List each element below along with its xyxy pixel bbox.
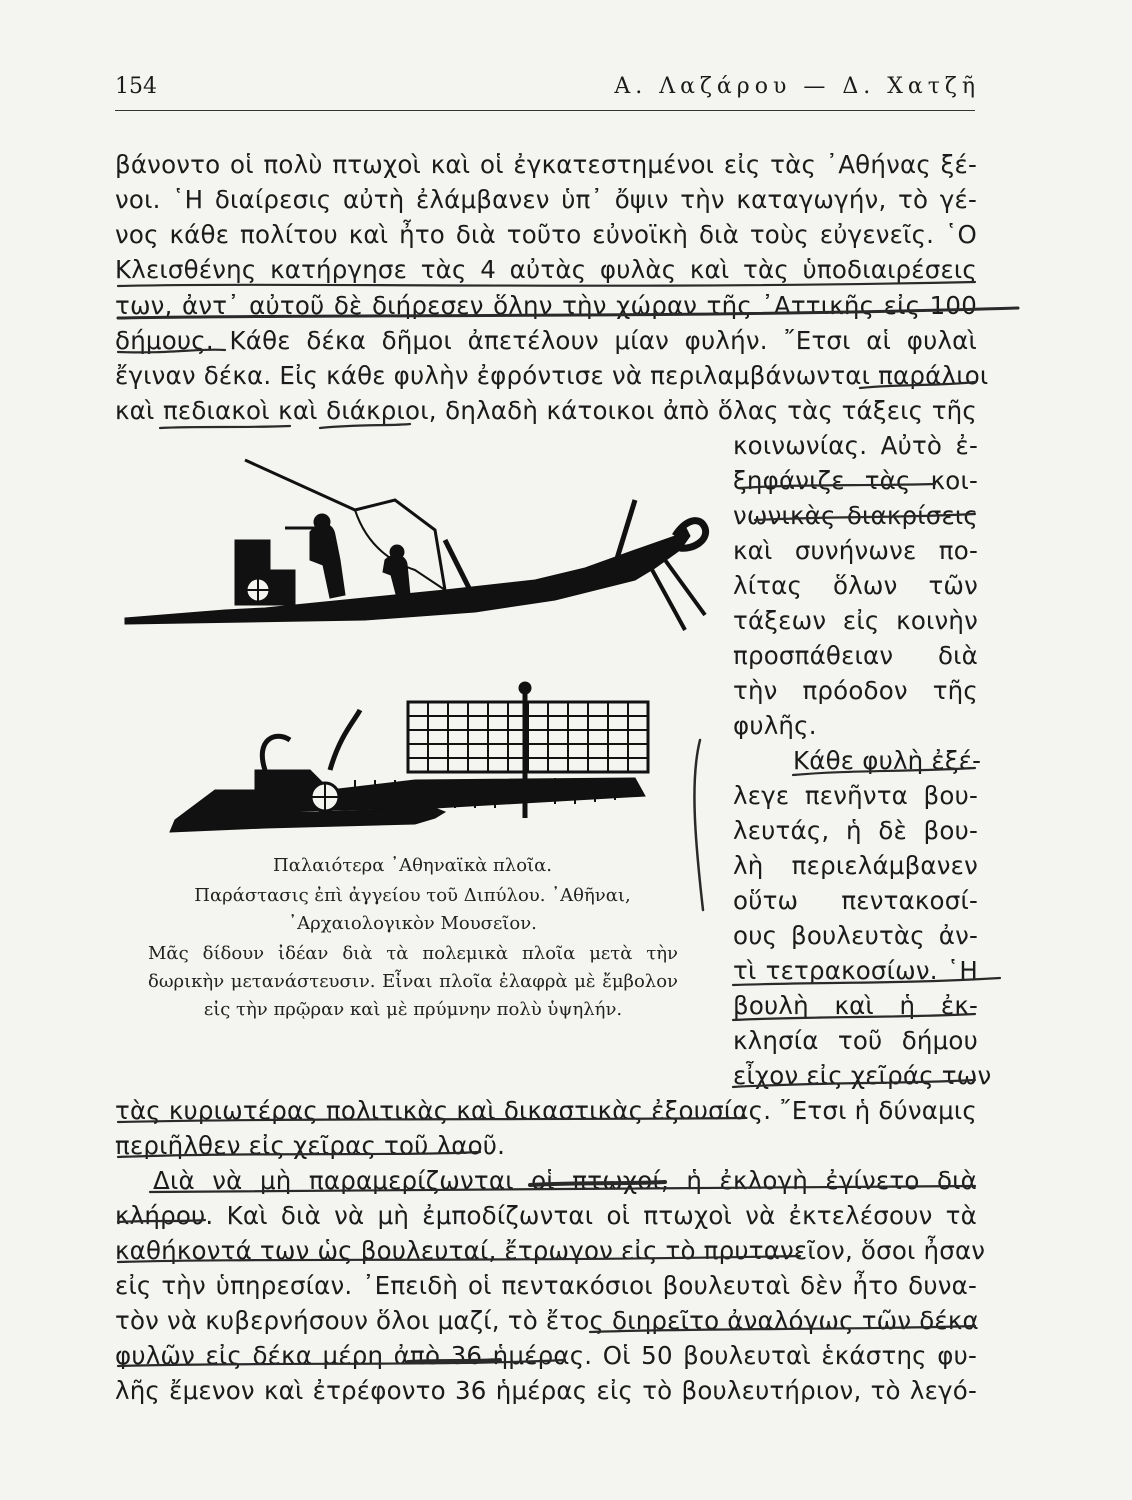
text-line: τὶ τετρακοσίων. ῾Η	[733, 956, 978, 985]
figure-caption-location: ᾿Αρχαιολογικὸν Μουσεῖον.	[288, 913, 537, 934]
text-line: των, ἀντ᾿ αὐτοῦ δὲ διήρεσεν ὅλην τὴν χώραν τῆς ᾿Αττικῆς εἰς 100	[115, 291, 977, 320]
text-line: προσπάθειαν διὰ	[733, 641, 978, 670]
text-line: δήμους. Κάθε δέκα δῆμοι ἀπετέλουν μίαν φυλήν. ῎Ετσι αἱ φυλαὶ	[115, 326, 977, 355]
header-rule	[115, 110, 975, 111]
text-line: νοι. ῾Η διαίρεσις αὐτὴ ἐλάμβανεν ὑπ᾿ ὄψιν τὴν καταγωγήν, τὸ γέ-	[115, 185, 977, 214]
text-line: καὶ πεδιακοὶ καὶ διάκριοι, δηλαδὴ κάτοικοι ἀπὸ ὅλας τὰς τάξεις τῆς	[115, 396, 977, 425]
text-line: οὕτω πεντακοσί-	[733, 886, 978, 915]
text-line: ους βουλευτὰς ἀν-	[733, 921, 978, 950]
text-line: κλήρου. Καὶ διὰ νὰ μὴ ἐμποδίζωνται οἱ πτωχοὶ νὰ ἐκτελέσουν τὰ	[115, 1201, 977, 1230]
text-line: νωνικὰς διακρίσεις	[733, 501, 978, 530]
text-line: λῆς ἔμενον καὶ ἐτρέφοντο 36 ἡμέρας εἰς τὸ βουλευτήριον, τὸ λεγό-	[115, 1376, 977, 1405]
text-line: βουλὴ καὶ ἡ ἐκ-	[733, 991, 978, 1020]
text-line: ξηφάνιζε τὰς κοι-	[733, 466, 978, 495]
text-line: περιῆλθεν εἰς χεῖρας τοῦ λαοῦ.	[115, 1131, 506, 1160]
running-head: Α. Λαζάρου — Δ. Χατζῆ	[614, 74, 980, 99]
text-line: τὴν πρόοδον τῆς	[733, 676, 978, 705]
text-line: εἶχον εἰς χεῖράς των	[733, 1061, 992, 1090]
text-line: Διὰ νὰ μὴ παραμερίζωνται οἱ πτωχοί, ἡ ἐκλογὴ ἐγίνετο διὰ	[153, 1166, 977, 1195]
ship-figure	[115, 440, 715, 860]
text-line: τὸν νὰ κυβερνήσουν ὅλοι μαζί, τὸ ἔτος διηρεῖτο ἀναλόγως τῶν δέκα	[115, 1306, 979, 1335]
text-line: Κάθε φυλὴ ἐξέ-	[793, 746, 982, 775]
figure-caption-body: Μᾶς δίδουν ἰδέαν διὰ τὰ πολεμικὰ πλοῖα μετὰ τὴν δωρικὴν μετανάστευσιν. Εἶναι πλοῖα ἐλαφρὰ μὲ ἔμβολον εἰς τὴν πρῷραν καὶ μὲ πρύμνην πολὺ ὑψηλήν.	[148, 943, 678, 1020]
upper-ship	[125, 460, 706, 630]
text-line: καὶ συνήνωνε πο-	[733, 536, 978, 565]
figure-caption-source: Παράστασις ἐπὶ ἀγγείου τοῦ Διπύλου. ᾿Αθῆναι,	[194, 885, 631, 906]
text-line: κλησία τοῦ δήμου	[733, 1026, 978, 1055]
page-header	[115, 74, 980, 106]
text-line: Κλεισθένης κατήργησε τὰς 4 αὐτὰς φυλὰς καὶ τὰς ὑποδιαιρέσεις	[115, 255, 977, 284]
text-line: τάξεων εἰς κοινὴν	[733, 606, 978, 635]
text-line: ἔγιναν δέκα. Εἰς κάθε φυλὴν ἐφρόντισε νὰ περιλαμβάνωνται παράλιοι	[115, 361, 989, 390]
ship-drawings	[115, 440, 715, 860]
text-line: εἰς τὴν ὑπηρεσίαν. ᾿Επειδὴ οἱ πεντακόσιοι βουλευταὶ δὲν ἦτο δυνα-	[115, 1271, 977, 1300]
text-line: φυλῶν εἰς δέκα μέρη ἀπὸ 36 ἡμέρας. Οἱ 50 βουλευταὶ ἑκάστης φυ-	[115, 1341, 977, 1370]
text-line: λίτας ὅλων τῶν	[733, 571, 978, 600]
text-line: νος κάθε πολίτου καὶ ἦτο διὰ τοῦτο εὐνοϊκὴ διὰ τοὺς εὐγενεῖς. ῾Ο	[115, 220, 977, 249]
text-line: καθήκοντά των ὡς βουλευταί, ἔτρωγον εἰς τὸ πρυτανεῖον, ὅσοι ἦσαν	[115, 1236, 986, 1265]
text-line: βάνοντο οἱ πολὺ πτωχοὶ καὶ οἱ ἐγκατεστημένοι εἰς τὰς ᾿Αθήνας ξέ-	[115, 150, 977, 179]
page-number: 154	[115, 74, 157, 99]
text-line: κοινωνίας. Αὐτὸ ἐ-	[733, 431, 978, 460]
text-line: λεγε πενῆντα βου-	[733, 781, 978, 810]
text-line: τὰς κυριωτέρας πολιτικὰς καὶ δικαστικὰς ἐξουσίας. ῎Ετσι ἡ δύναμις	[115, 1096, 977, 1125]
text-line: λὴ περιελάμβανεν	[733, 851, 978, 880]
text-line: φυλῆς.	[733, 711, 817, 740]
text-line: λευτάς, ἡ δὲ βου-	[733, 816, 978, 845]
figure-caption-title: Παλαιότερα ᾿Αθηναϊκὰ πλοῖα.	[273, 855, 552, 876]
lower-ship	[170, 682, 648, 832]
